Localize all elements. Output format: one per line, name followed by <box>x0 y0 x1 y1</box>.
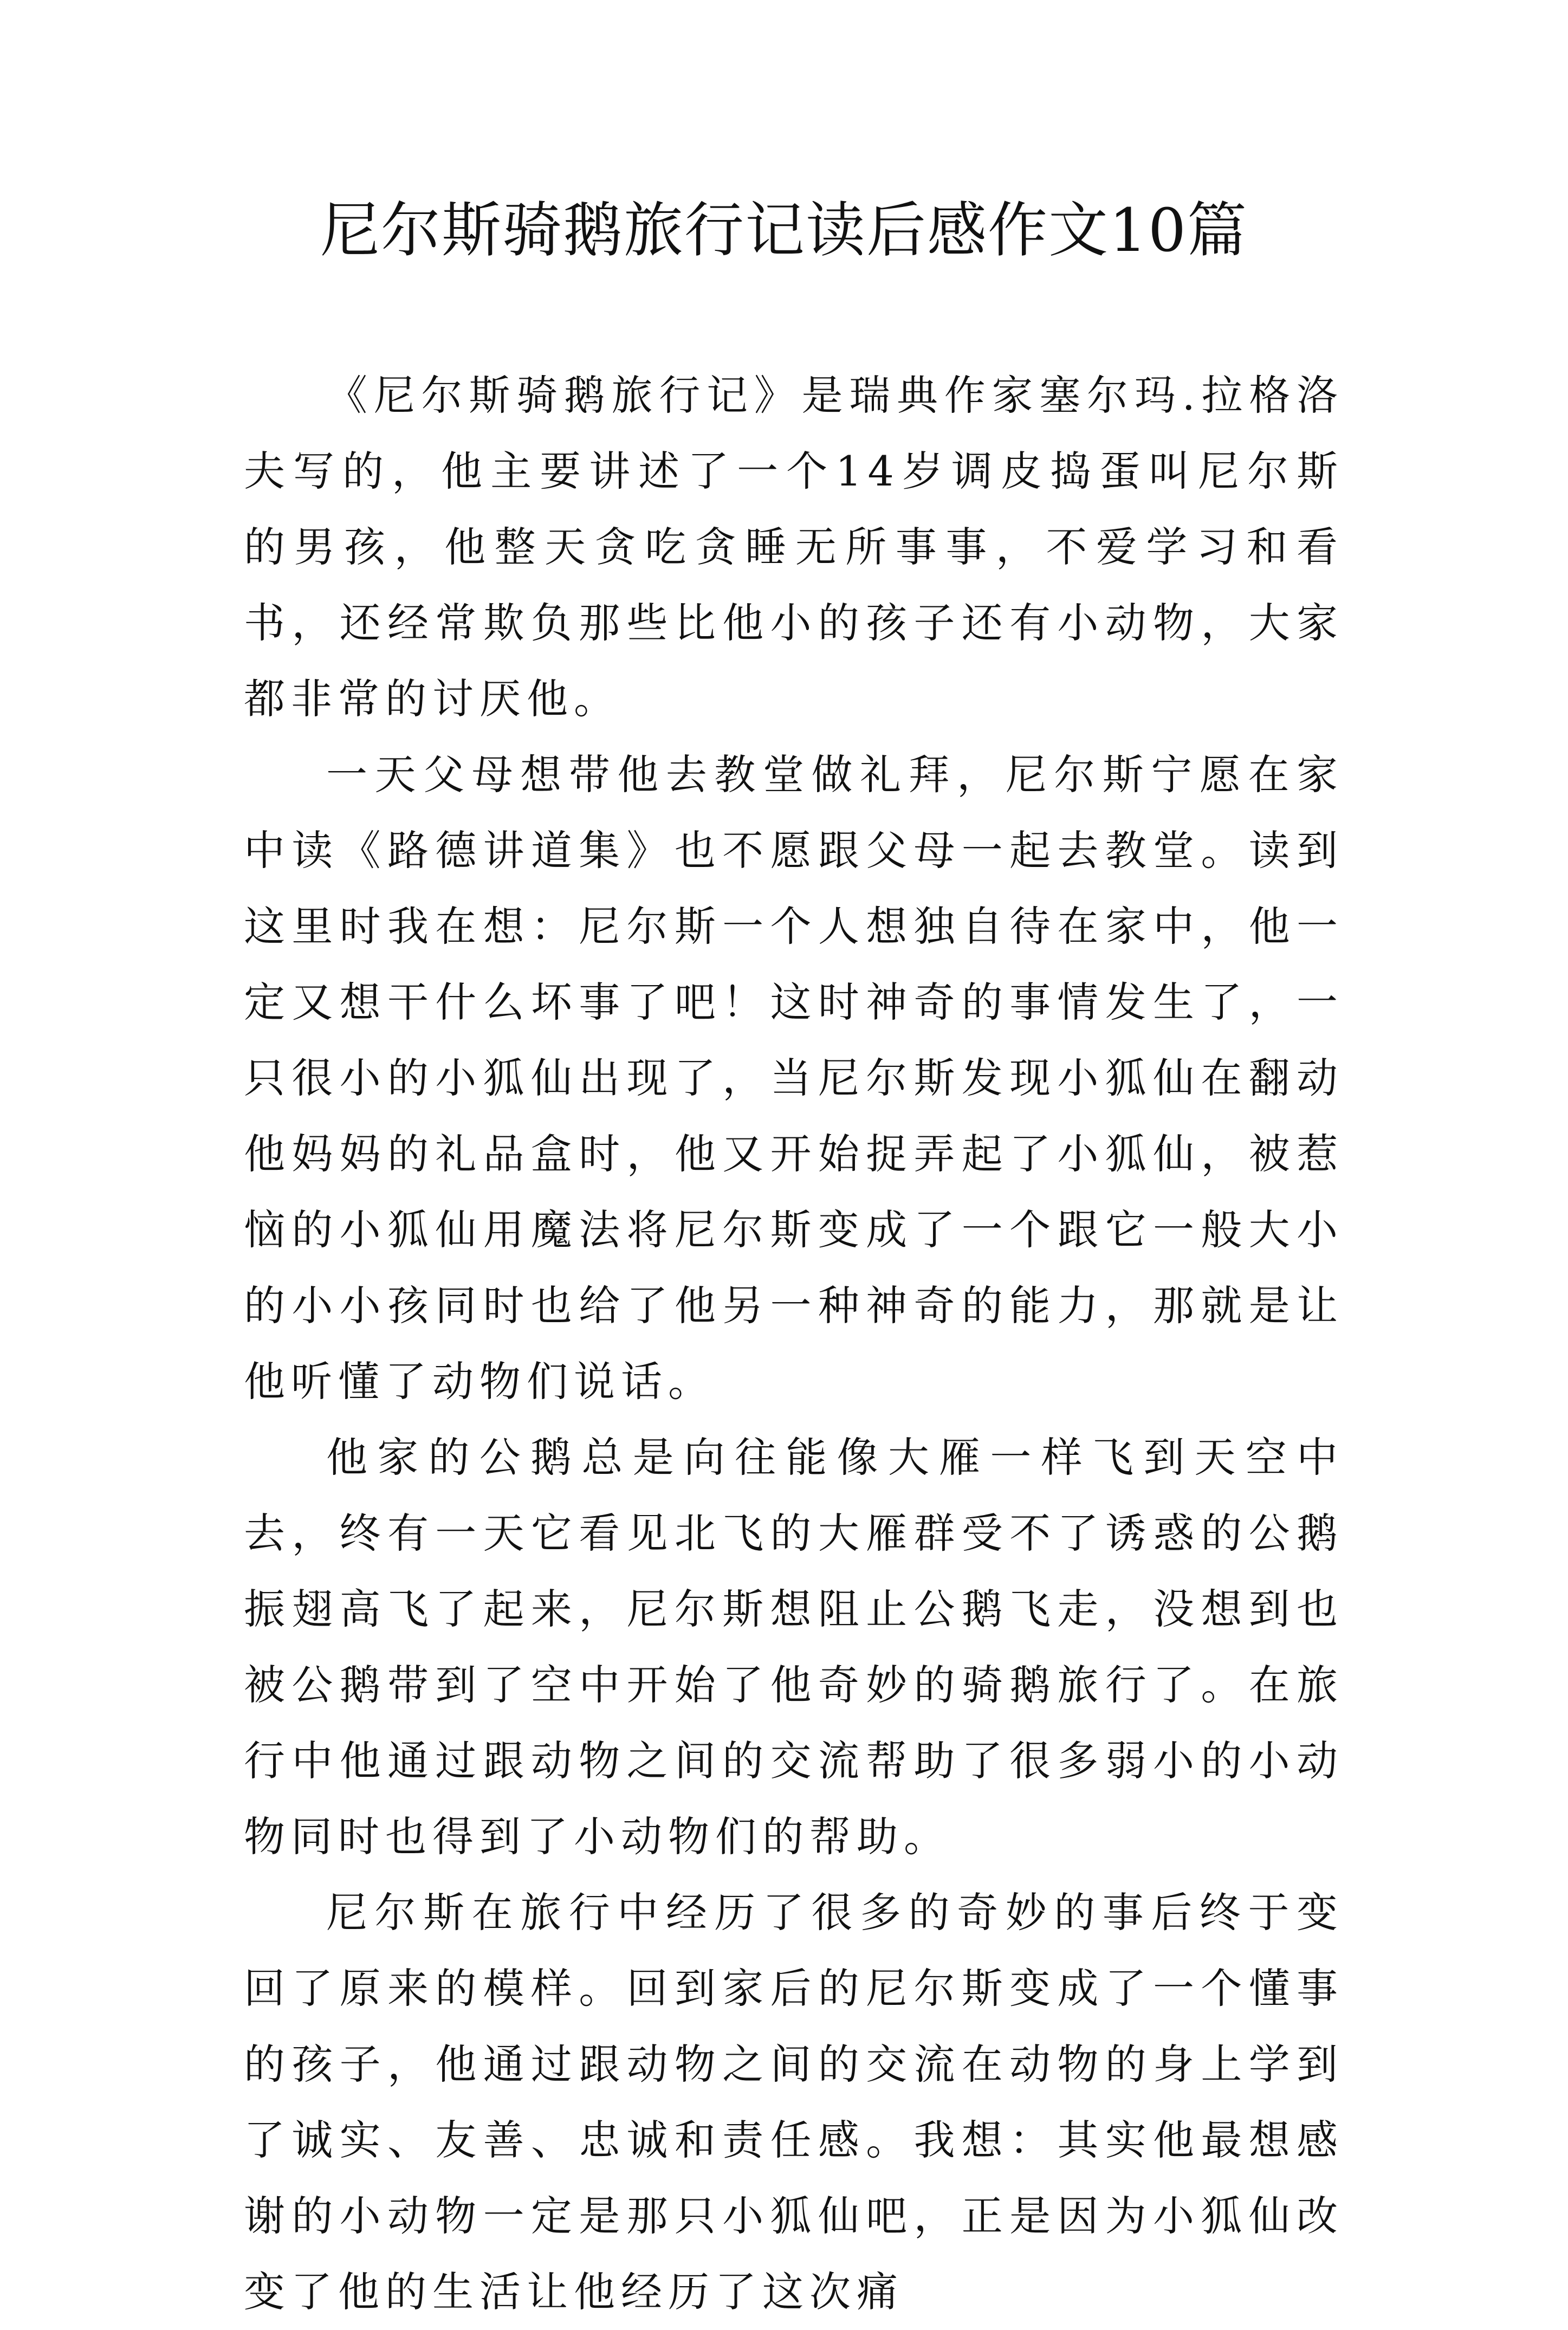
paragraph-2: 一天父母想带他去教堂做礼拜，尼尔斯宁愿在家中读《路德讲道集》也不愿跟父母一起去教堂。读到这里时我在想：尼尔斯一个人想独自待在家中，他一定又想干什么坏事了吧！这时神奇的事情发生了，一只很小的小狐仙出现了，当尼尔斯发现小狐仙在翻动他妈妈的礼品盒时，他又开始捉弄起了小狐仙，被惹恼的小狐仙用魔法将尼尔斯变成了一个跟它一般大小的小小孩同时也给了他另一种神奇的能力，那就是让他听懂了动物们说话。 <box>244 750 1344 1406</box>
document-body <box>244 358 1344 2330</box>
paragraph-1: 《尼尔斯骑鹅旅行记》是瑞典作家塞尔玛.拉格洛夫写的，他主要讲述了一个14岁调皮捣蛋叫尼尔斯的男孩，他整天贪吃贪睡无所事事，不爱学习和看书，还经常欺负那些比他小的孩子还有小动物，大家都非常的讨厌他。 <box>244 371 1344 723</box>
paragraph-4: 尼尔斯在旅行中经历了很多的奇妙的事后终于变回了原来的模样。回到家后的尼尔斯变成了一个懂事的孩子，他通过跟动物之间的交流在动物的身上学到了诚实、友善、忠诚和责任感。我想：其实他最想感谢的小动物一定是那只小狐仙吧，正是因为小狐仙改变了他的生活让他经历了这次痛 <box>244 1888 1344 2316</box>
document-title: 尼尔斯骑鹅旅行记读后感作文10篇 <box>320 196 1248 265</box>
paragraph-3: 他家的公鹅总是向往能像大雁一样飞到天空中去，终有一天它看见北飞的大雁群受不了诱惑的公鹅振翅高飞了起来，尼尔斯想阻止公鹅飞走，没想到也被公鹅带到了空中开始了他奇妙的骑鹅旅行了。在旅行中他通过跟动物之间的交流帮助了很多弱小的小动物同时也得到了小动物们的帮助。 <box>244 1433 1344 1861</box>
